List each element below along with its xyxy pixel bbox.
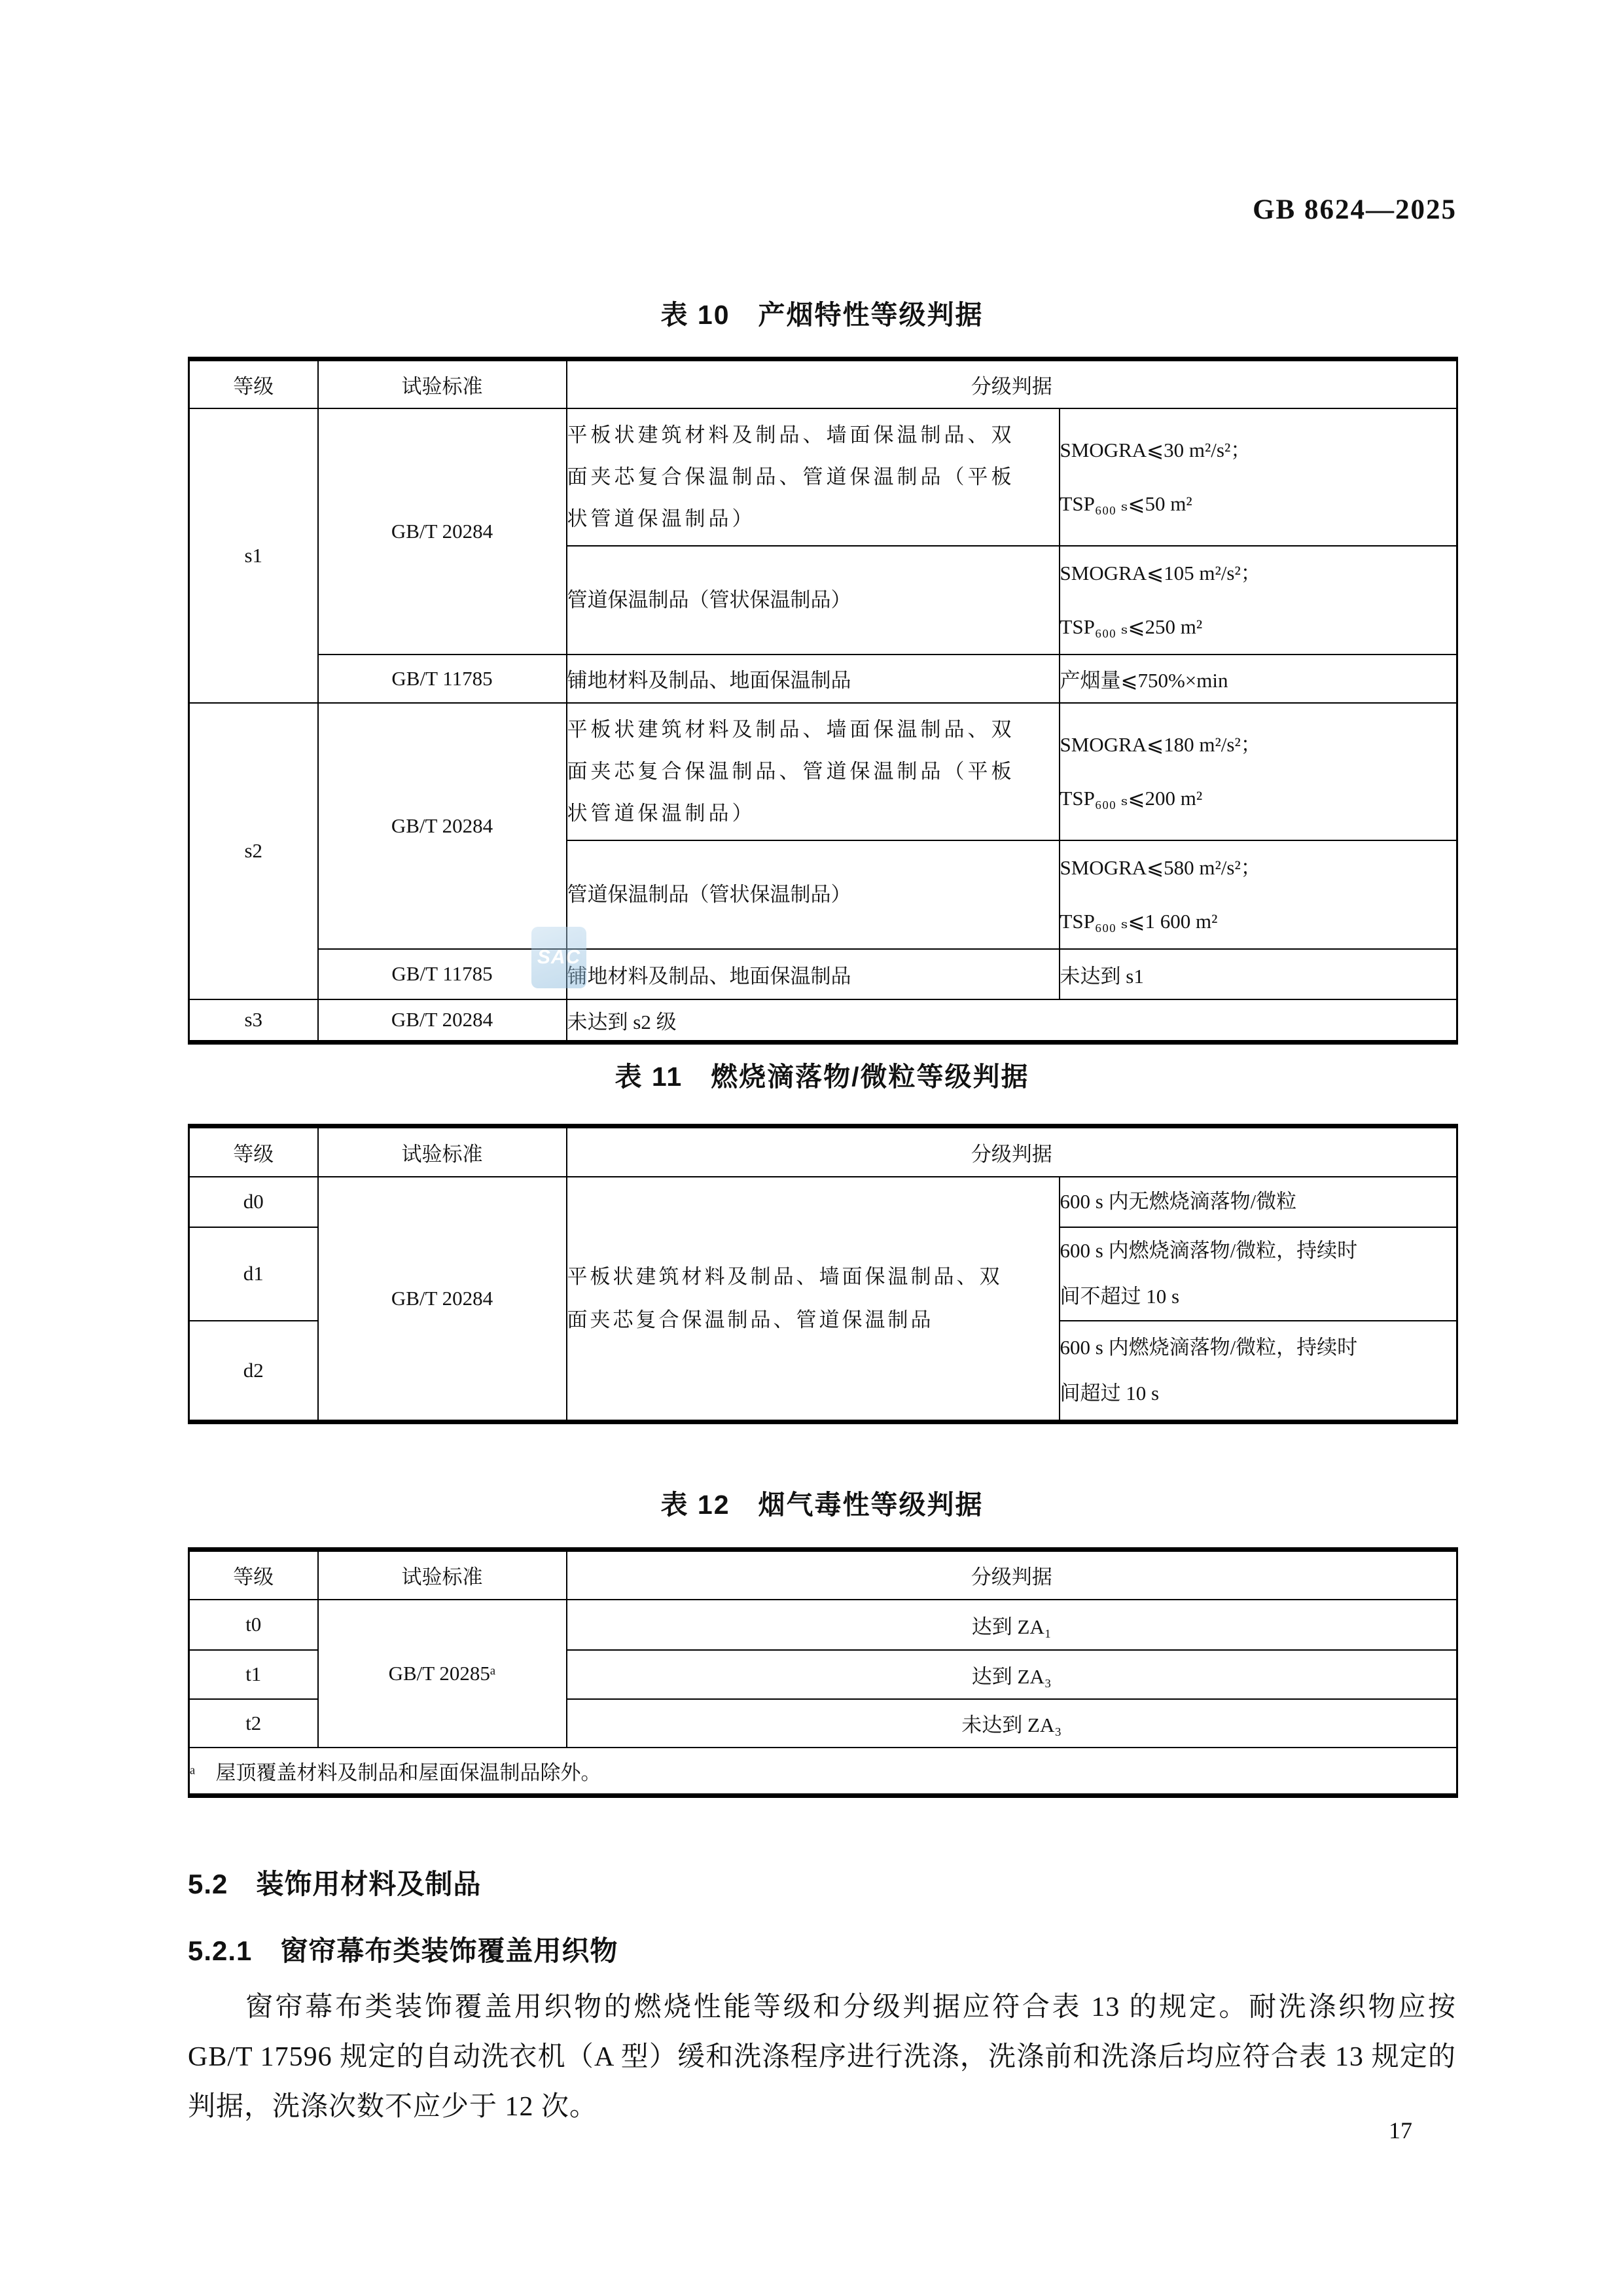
table10-s1-material-pipe (567, 546, 1060, 655)
material-line: 面夹芯复合保温制品、管道保温制品 (567, 1308, 934, 1331)
table11-droplets-classification (188, 1124, 1458, 1424)
table10-s1-standard-floor: GB/T 11785 (318, 655, 567, 703)
doc-code-header: GB 8624—2025 (1253, 194, 1457, 225)
table11-standard: GB/T 20284 (318, 1177, 567, 1422)
table-row (189, 1748, 1457, 1796)
table10-smoke-classification (188, 357, 1458, 1045)
table10-s1-grade: s1 (189, 408, 318, 703)
section-heading-5-2-1: 5.2.1 窗帘幕布类装饰覆盖用织物 (188, 1935, 618, 1966)
table-row (189, 949, 1457, 999)
table11-header-standard: 试验标准 (318, 1126, 567, 1177)
material-line: 管道保温制品（管状保温制品） (567, 588, 851, 611)
table10-title: 表 10 产烟特性等级判据 (660, 300, 984, 330)
table10-s2-criteria-pipe (1060, 840, 1457, 949)
table11-material (567, 1177, 1060, 1422)
table11-header-criteria: 分级判据 (567, 1126, 1457, 1177)
table10-s1-material-floor: 铺地材料及制品、地面保温制品 (567, 655, 1060, 703)
table10-header-grade: 等级 (189, 359, 318, 408)
table11-d2-criteria (1060, 1321, 1457, 1422)
table10-s1-material-flat (567, 408, 1060, 546)
table10-s2-standard-main: GB/T 20284 (318, 703, 567, 949)
criteria-line: SMOGRA⩽580 m²/s²； (1060, 855, 1261, 879)
table10-s3-criteria: 未达到 s2 级 (567, 999, 1457, 1043)
table12-header-grade: 等级 (189, 1550, 318, 1600)
table10-s1-standard-main: GB/T 20284 (318, 408, 567, 655)
table11-d1-grade: d1 (189, 1227, 318, 1321)
table10-s1-criteria-flat (1060, 408, 1457, 546)
table-row (189, 655, 1457, 703)
criteria-line: SMOGRA⩽105 m²/s²； (1060, 561, 1261, 584)
material-line: 平板状建筑材料及制品、墙面保温制品、双 (567, 717, 1015, 741)
table10-s1-criteria-pipe (1060, 546, 1457, 655)
criteria-line: TSP₆₀₀ ₛ⩽200 m² (1060, 786, 1203, 810)
table12-t0-criteria: 达到 ZA₁ (567, 1600, 1457, 1650)
material-line: 管道保温制品（管状保温制品） (567, 882, 851, 906)
criteria-line: TSP₆₀₀ ₛ⩽250 m² (1060, 615, 1203, 638)
criteria-line: 600 s 内燃烧滴落物/微粒，持续时 (1060, 1239, 1358, 1262)
table11-title: 表 11 燃烧滴落物/微粒等级判据 (615, 1062, 1029, 1092)
table11-d0-grade: d0 (189, 1177, 318, 1227)
criteria-line: TSP₆₀₀ ₛ⩽50 m² (1060, 492, 1192, 515)
table11-d1-criteria (1060, 1227, 1457, 1321)
table12-t0-grade: t0 (189, 1600, 318, 1650)
sac-watermark-logo: SAC (531, 927, 586, 988)
table11-d0-criteria (1060, 1177, 1457, 1227)
section-heading-5-2: 5.2 装饰用材料及制品 (188, 1869, 482, 1899)
page-number: 17 (1389, 2117, 1412, 2144)
table10-s2-grade: s2 (189, 703, 318, 999)
criteria-line: 间超过 10 s (1060, 1381, 1160, 1405)
table-row (189, 1600, 1457, 1650)
table12-footnote: ᵃ 屋顶覆盖材料及制品和屋面保温制品除外。 (189, 1748, 1457, 1796)
table12-toxicity-classification (188, 1547, 1458, 1798)
table10-s2-criteria-flat (1060, 703, 1457, 840)
material-line: 状管道保温制品） (567, 507, 756, 530)
criteria-line: SMOGRA⩽30 m²/s²； (1060, 438, 1251, 461)
table12-t2-grade: t2 (189, 1699, 318, 1748)
table10-s3-grade: s3 (189, 999, 318, 1043)
table12-t1-criteria: 达到 ZA₃ (567, 1650, 1457, 1699)
table-row (189, 408, 1457, 546)
table-row (189, 1177, 1457, 1227)
table12-t2-criteria: 未达到 ZA₃ (567, 1699, 1457, 1748)
criteria-line: 600 s 内无燃烧滴落物/微粒 (1060, 1190, 1297, 1213)
table11-header-grade: 等级 (189, 1126, 318, 1177)
paragraph-line: GB/T 17596 规定的自动洗衣机（A 型）缓和洗涤程序进行洗涤，洗涤前和洗涤后均应符合表 13 规定的 (188, 2042, 1456, 2072)
material-line: 状管道保温制品） (567, 801, 756, 825)
table10-s1-criteria-floor: 产烟量⩽750%×min (1060, 655, 1457, 703)
table-row (189, 999, 1457, 1043)
criteria-line: 间不超过 10 s (1060, 1285, 1180, 1308)
table10-s2-material-pipe (567, 840, 1060, 949)
table10-s2-material-flat (567, 703, 1060, 840)
table12-header-criteria: 分级判据 (567, 1550, 1457, 1600)
table12-t1-grade: t1 (189, 1650, 318, 1699)
material-line: 面夹芯复合保温制品、管道保温制品（平板 (567, 759, 1015, 783)
material-line: 面夹芯复合保温制品、管道保温制品（平板 (567, 465, 1015, 488)
criteria-line: SMOGRA⩽180 m²/s²； (1060, 732, 1261, 756)
table10-header-standard: 试验标准 (318, 359, 567, 408)
criteria-line: TSP₆₀₀ ₛ⩽1 600 m² (1060, 909, 1218, 933)
table10-s2-material-floor: 铺地材料及制品、地面保温制品 (567, 949, 1060, 999)
table10-s3-standard: GB/T 20284 (318, 999, 567, 1043)
table10-s2-standard-floor: GB/T 11785 (318, 949, 567, 999)
paragraph-line: 判据，洗涤次数不应少于 12 次。 (188, 2092, 598, 2122)
table12-header-standard: 试验标准 (318, 1550, 567, 1600)
table-row (189, 703, 1457, 840)
table10-header-criteria: 分级判据 (567, 359, 1457, 408)
table10-s2-criteria-floor: 未达到 s1 (1060, 949, 1457, 999)
paragraph-line: 窗帘幕布类装饰覆盖用织物的燃烧性能等级和分级判据应符合表 13 的规定。耐洗涤织物应按 (245, 1992, 1456, 2022)
material-line: 平板状建筑材料及制品、墙面保温制品、双 (567, 1265, 1003, 1288)
table11-d2-grade: d2 (189, 1321, 318, 1422)
criteria-line: 600 s 内燃烧滴落物/微粒，持续时 (1060, 1335, 1358, 1359)
material-line: 平板状建筑材料及制品、墙面保温制品、双 (567, 423, 1015, 446)
table12-title: 表 12 烟气毒性等级判据 (660, 1490, 984, 1520)
table12-standard: GB/T 20285ᵃ (318, 1600, 567, 1748)
